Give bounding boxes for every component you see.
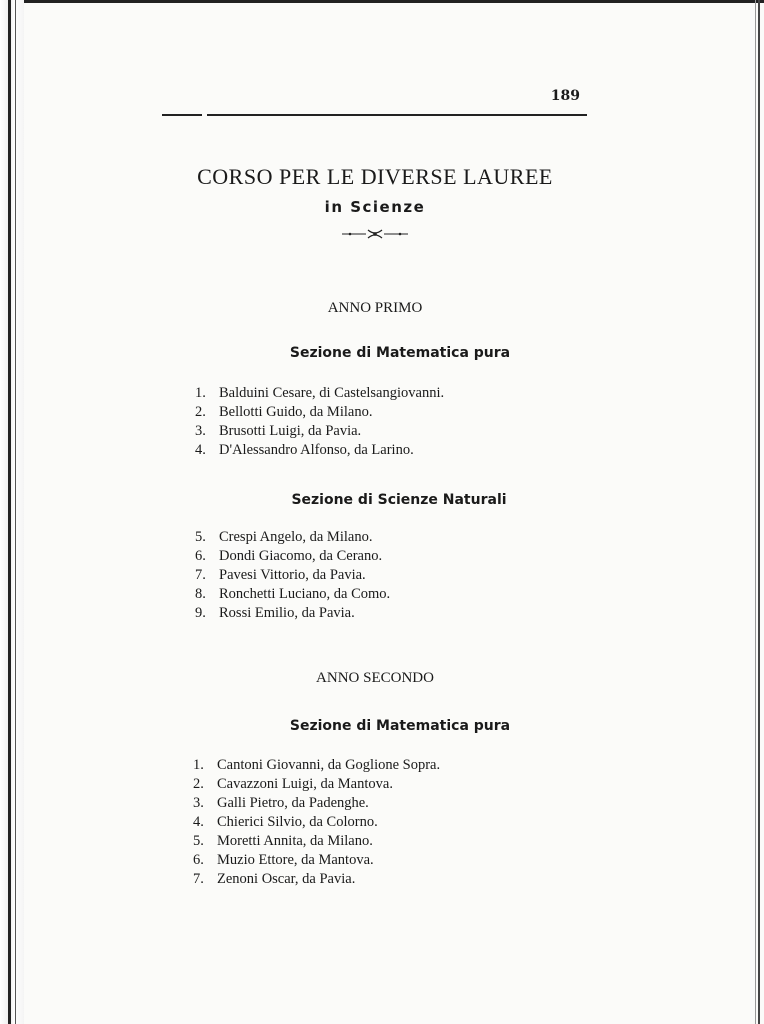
page-right-edge xyxy=(758,0,760,1024)
list-item: 2. Bellotti Guido, da Milano. xyxy=(195,404,373,420)
list-item: 7. Zenoni Oscar, da Pavia. xyxy=(193,871,356,887)
page-title: CORSO PER LE DIVERSE LAUREE xyxy=(197,164,553,189)
section-heading: Sezione di Scienze Naturali xyxy=(291,492,507,508)
ornament-divider xyxy=(340,222,410,242)
book-binding xyxy=(0,0,24,1024)
list-item: 3. Brusotti Luigi, da Pavia. xyxy=(195,423,362,439)
list-item: 1. Cantoni Giovanni, da Goglione Sopra. xyxy=(193,757,441,773)
binding-edge-line xyxy=(8,0,11,1024)
student-list xyxy=(195,384,444,460)
list-item: 6. Dondi Giacomo, da Cerano. xyxy=(195,548,383,564)
list-item: 6. Muzio Ettore, da Mantova. xyxy=(193,852,374,868)
list-item: 9. Rossi Emilio, da Pavia. xyxy=(195,605,355,621)
list-item: 4. Chierici Silvio, da Colorno. xyxy=(193,814,378,830)
section-heading: Sezione di Matematica pura xyxy=(289,345,511,361)
list-item: 7. Pavesi Vittorio, da Pavia. xyxy=(195,567,366,583)
page-top-edge xyxy=(24,0,764,3)
header-rule-short xyxy=(162,114,202,116)
student-list xyxy=(195,528,390,623)
page-right-edge-inner xyxy=(755,0,756,1024)
list-item: 5. Moretti Annita, da Milano. xyxy=(193,833,373,849)
year-heading-primo: ANNO PRIMO xyxy=(327,300,423,316)
list-item: 5. Crespi Angelo, da Milano. xyxy=(195,529,373,545)
binding-edge-line-inner xyxy=(15,0,16,1024)
list-item: 2. Cavazzoni Luigi, da Mantova. xyxy=(193,776,393,792)
list-item: 4. D'Alessandro Alfonso, da Larino. xyxy=(195,442,414,458)
student-list xyxy=(193,756,440,889)
year-heading-secondo: ANNO SECONDO xyxy=(316,670,434,686)
header-rule-long xyxy=(207,114,587,116)
section-heading: Sezione di Matematica pura xyxy=(289,718,511,734)
page-subtitle: in Scienze xyxy=(324,198,426,216)
list-item: 1. Balduini Cesare, di Castelsangiovanni. xyxy=(195,385,445,401)
list-item: 3. Galli Pietro, da Padenghe. xyxy=(193,795,369,811)
list-item: 8. Ronchetti Luciano, da Como. xyxy=(195,586,391,602)
page-number: 189 xyxy=(550,88,580,104)
